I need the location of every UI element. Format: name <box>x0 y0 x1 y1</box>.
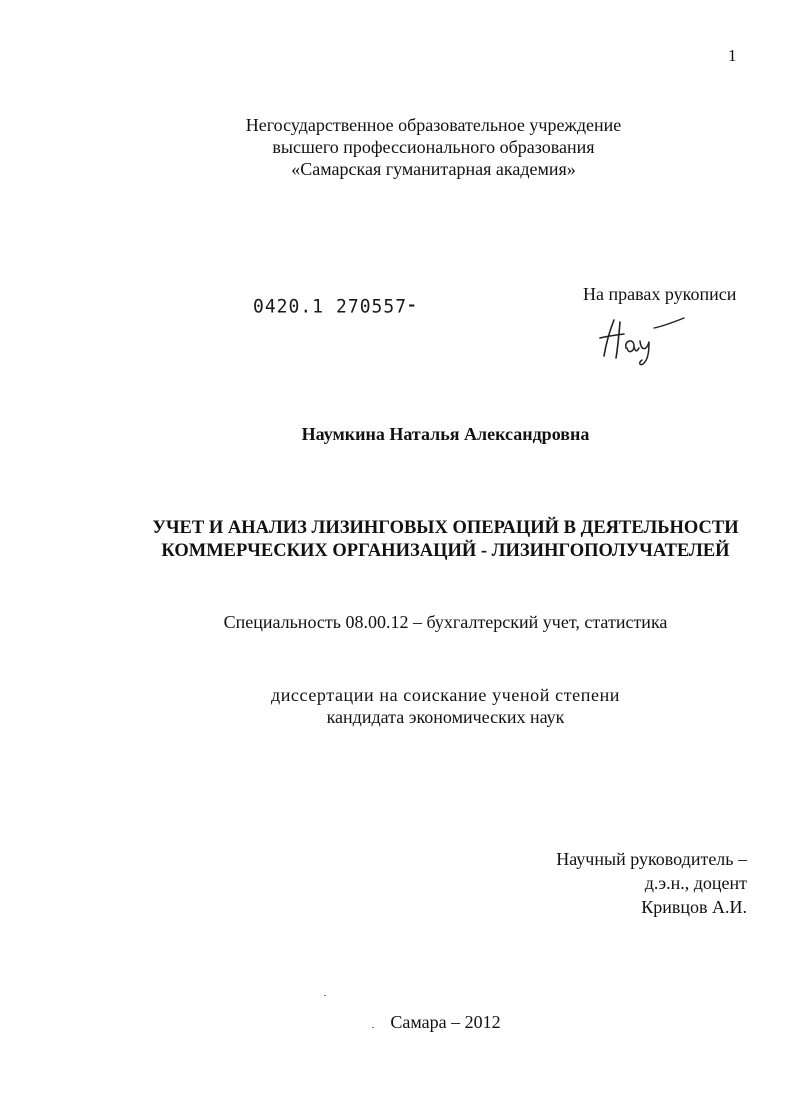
degree-line-1: диссертации на соискание ученой степени <box>270 685 621 705</box>
institution-line-2: высшего профессионального образования <box>272 137 595 157</box>
degree-line-2: кандидата экономических наук <box>326 707 565 727</box>
title-line-2: КОММЕРЧЕСКИХ ОРГАНИЗАЦИЙ - ЛИЗИНГОПОЛУЧАТЕЛЕЙ <box>161 541 730 561</box>
archive-stamp-code <box>253 295 417 317</box>
dissertation-title <box>0 517 795 563</box>
specialty-line: Специальность 08.00.12 – бухгалтерский учет, статистика <box>223 612 668 632</box>
degree-statement <box>0 684 795 728</box>
title-line-1: УЧЕТ И АНАЛИЗ ЛИЗИНГОВЫХ ОПЕРАЦИЙ В ДЕЯТЕЛЬНОСТИ <box>152 518 739 538</box>
advisor-role: Научный руководитель – <box>556 849 747 869</box>
advisor-name: Кривцов А.И. <box>641 897 747 917</box>
institution-header <box>0 114 795 180</box>
page-number: 1 <box>728 46 737 65</box>
scientific-advisor-block <box>556 847 747 919</box>
advisor-degree: д.э.н., доцент <box>644 873 747 893</box>
scan-speck <box>324 995 326 996</box>
city-and-year: Самара – 2012 <box>390 1012 501 1032</box>
handwritten-signature <box>594 308 689 368</box>
archive-code-part-2: 270557 <box>336 295 408 318</box>
institution-line-3: «Самарская гуманитарная академия» <box>291 159 576 179</box>
archive-code-dash: ⁃ <box>407 295 418 318</box>
manuscript-rights-label: На правах рукописи <box>583 284 737 304</box>
author-name: Наумкина Наталья Александровна <box>301 424 590 444</box>
archive-code-part-1: 0420.1 <box>253 295 325 318</box>
institution-line-1: Негосударственное образовательное учреждение <box>245 115 622 135</box>
